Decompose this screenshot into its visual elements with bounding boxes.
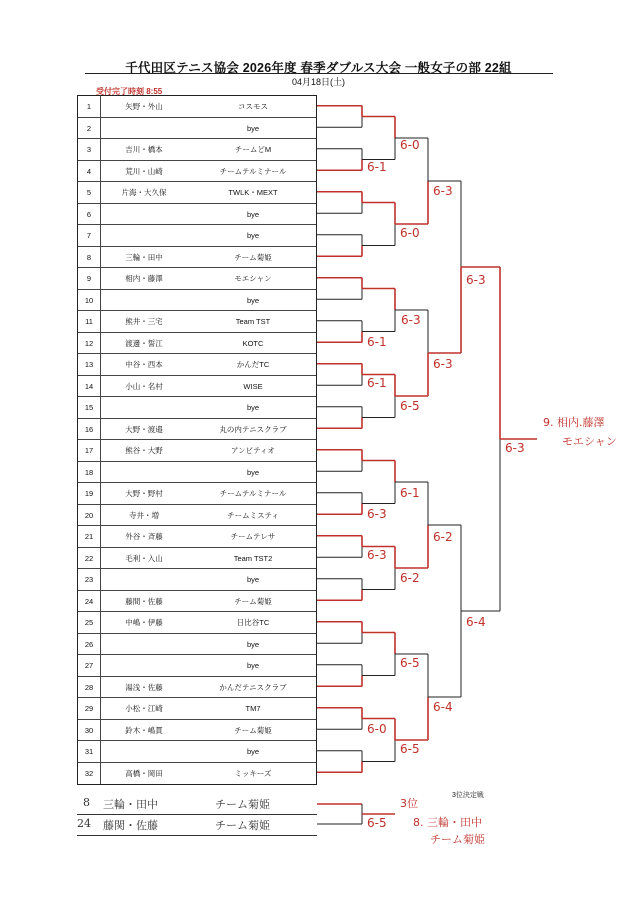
third-place-names: 藤関・佐藤 (103, 819, 158, 832)
entry-team: bye (246, 467, 260, 477)
entry-team: bye (246, 209, 260, 219)
score-r2-13: 6-0 (367, 722, 387, 736)
entry-number: 21 (78, 526, 101, 547)
entry-players: 小山・名村 (125, 381, 163, 391)
score-r2-4: 6-3 (401, 313, 421, 327)
entry-number: 25 (78, 612, 101, 633)
entry-number: 30 (78, 720, 101, 741)
score-qf-2: 6-3 (433, 357, 453, 371)
score-r2-7: 6-5 (400, 399, 420, 413)
third-place-winner: 8. 三輪・田中 (413, 816, 482, 829)
entry-players: 熊谷・大野 (125, 446, 163, 455)
entry-team: WISE (243, 381, 263, 391)
entry-number: 16 (78, 419, 101, 440)
entry-players: 荒川・山崎 (125, 166, 163, 176)
entry-number: 2 (78, 118, 101, 139)
entry-players: 吉川・橋本 (125, 145, 163, 154)
entry-team: ミッキーズ (234, 768, 272, 778)
entry-number: 32 (78, 763, 101, 785)
entry-number: 3 (78, 139, 101, 160)
champion-name: 9. 相内.藤澤 (543, 416, 605, 429)
entry-players: 高橋・岡田 (125, 768, 163, 778)
third-place-names: 三輪・田中 (103, 798, 158, 811)
entry-team: チームテルミナール (219, 166, 287, 176)
entry-number: 24 (78, 591, 101, 612)
score-final: 6-3 (505, 441, 525, 455)
entry-number: 29 (78, 698, 101, 719)
entry-number: 6 (78, 204, 101, 225)
entry-players: 湯浅・佐藤 (125, 682, 163, 692)
entry-team: チームどM (234, 145, 272, 154)
score-qf-4: 6-4 (433, 700, 453, 714)
entry-team: bye (246, 747, 260, 756)
entry-number: 7 (78, 225, 101, 246)
entry-team: コスモス (238, 102, 268, 111)
entry-team: bye (246, 123, 260, 133)
entry-number: 31 (78, 741, 101, 762)
entry-number: 17 (78, 440, 101, 461)
entry-number: 8 (78, 247, 101, 268)
third-place-row (77, 815, 317, 836)
score-r2-14: 6-5 (400, 742, 420, 756)
entry-number: 18 (78, 462, 101, 483)
entry-number: 22 (78, 548, 101, 569)
third-place-label: 3位 (400, 797, 418, 810)
entry-number: 28 (78, 677, 101, 698)
entry-team: bye (246, 575, 260, 584)
entry-team: bye (246, 403, 260, 412)
entry-team: bye (246, 231, 260, 240)
entry-number: 14 (78, 376, 101, 397)
entry-players: 大野・渡邉 (125, 424, 163, 434)
entry-number: 11 (78, 311, 101, 332)
entry-team: チーム菊姫 (234, 596, 272, 606)
entry-team: 日比谷TC (236, 618, 270, 627)
entry-team: 丸の内テニスクラブ (219, 424, 287, 434)
entry-number: 4 (78, 161, 101, 182)
score-r2-3: 6-0 (400, 226, 420, 240)
entry-players: 外谷・斉藤 (125, 532, 163, 541)
entry-number: 10 (78, 290, 101, 311)
entry-players: 大野・野村 (125, 489, 163, 498)
score-r2-9: 6-3 (367, 507, 387, 521)
third-place-team: チーム菊姫 (215, 798, 270, 811)
entry-number: 27 (78, 655, 101, 676)
entry-players: 小松・江崎 (125, 704, 163, 713)
third-place-team: チーム菊姫 (215, 819, 270, 832)
score-r2-2: 6-1 (367, 160, 387, 174)
entry-players: 藤間・佐藤 (125, 596, 163, 606)
entry-number: 12 (78, 333, 101, 354)
entry-number: 19 (78, 483, 101, 504)
entry-team: チームミスティ (227, 510, 279, 520)
entry-players: 熊井・三宅 (125, 317, 163, 326)
entry-team: チーム菊姫 (234, 252, 272, 262)
third-place-score: 6-5 (367, 816, 387, 830)
score-sf-2: 6-4 (466, 615, 486, 629)
entry-team: モエシャン (234, 274, 272, 283)
entry-number: 1 (78, 96, 101, 117)
entry-team: KOTC (242, 338, 264, 348)
entry-players: 中谷・西本 (125, 360, 163, 369)
entry-team: TWLK・MEXT (228, 188, 278, 197)
entry-team: bye (246, 661, 260, 670)
entry-number: 26 (78, 634, 101, 655)
score-r2-1: 6-0 (400, 138, 420, 152)
score-r2-6: 6-1 (367, 376, 387, 390)
entry-team: チームテルミナール (219, 489, 287, 498)
entry-players: 渡邊・誓江 (125, 338, 163, 348)
entry-players: 相内・藤澤 (125, 274, 163, 283)
entry-team: かんだTC (236, 360, 270, 369)
entry-number: 13 (78, 354, 101, 375)
entry-players: 三輪・田中 (125, 252, 163, 262)
entry-team: bye (246, 639, 260, 649)
entry-number: 5 (78, 182, 101, 203)
check-in-deadline: 受付完了時刻 8:55 (96, 87, 163, 96)
entry-number: 20 (78, 505, 101, 526)
third-place-row (77, 794, 317, 815)
score-r2-10: 6-3 (367, 548, 387, 562)
entry-players: 中嶋・伊藤 (125, 618, 163, 627)
entry-number: 15 (78, 397, 101, 418)
score-r2-11: 6-2 (400, 571, 420, 585)
score-r2-5: 6-1 (367, 335, 387, 349)
entry-team: チームテレサ (230, 532, 276, 541)
entry-players: 毛利・入山 (125, 553, 163, 563)
third-place-winner-team: チーム菊姫 (430, 833, 485, 846)
page-title: 千代田区テニス協会 2026年度 春季ダブルス大会 一般女子の部 22組 (125, 61, 512, 75)
score-qf-1: 6-3 (433, 184, 453, 198)
entry-team: アンビティオ (230, 446, 276, 455)
champion-team: モエシャン (562, 435, 617, 448)
entry-team: TM7 (245, 704, 261, 713)
third-place-seed: 8 (83, 796, 90, 809)
third-place-printed-label: 3位決定戦 (452, 792, 484, 799)
entry-team: bye (246, 295, 260, 305)
score-r2-8: 6-1 (400, 486, 420, 500)
score-r2-12: 6-5 (400, 656, 420, 670)
third-place-table (77, 794, 317, 836)
entry-number: 23 (78, 569, 101, 590)
entry-team: Team TST2 (233, 553, 273, 563)
entry-players: 片海・大久保 (121, 188, 167, 197)
entry-team: かんだテニスクラブ (219, 682, 287, 692)
entry-team: Team TST (235, 317, 271, 326)
entry-players: 寺井・増 (129, 510, 159, 520)
event-date: 04月18日(土) (291, 77, 346, 87)
entry-players: 鈴木・嶋貫 (125, 725, 163, 735)
score-qf-3: 6-2 (433, 530, 453, 544)
entry-players: 矢野・外山 (125, 102, 163, 111)
score-sf-1: 6-3 (466, 273, 486, 287)
entry-number: 9 (78, 268, 101, 289)
entry-team: チーム菊姫 (234, 725, 272, 735)
third-place-seed: 24 (77, 817, 91, 830)
